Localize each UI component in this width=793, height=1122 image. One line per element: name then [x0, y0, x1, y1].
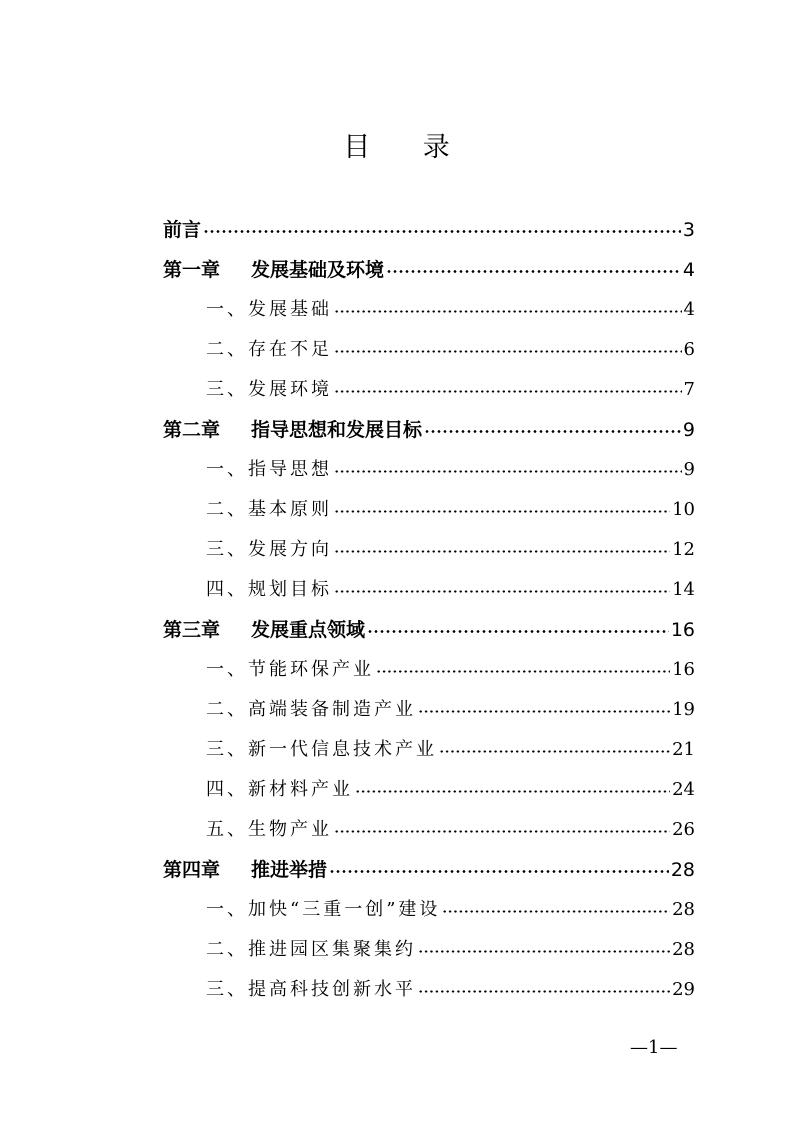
toc-entry[interactable]: [206, 575, 695, 605]
toc-entry-page: 26: [672, 819, 695, 840]
toc-entry[interactable]: [206, 775, 695, 805]
dot-leader: [439, 745, 670, 755]
dot-leader: [386, 265, 681, 275]
toc-entry-title: 发展重点领域: [251, 619, 366, 641]
toc-entry-title: 推进举措: [251, 859, 328, 881]
toc-entry-title: 三、新一代信息技术产业: [206, 739, 437, 760]
dot-leader: [418, 945, 670, 955]
toc-entry-title: 二、基本原则: [206, 499, 332, 520]
toc-entry-page: 3: [682, 219, 695, 241]
toc-entry-page: 9: [683, 459, 695, 480]
toc-entry-title: 三、提高科技创新水平: [206, 979, 416, 1000]
dot-leader: [334, 465, 682, 475]
page-title: 目 录: [343, 132, 472, 163]
dot-leader: [334, 345, 682, 355]
toc-entry-page: 28: [672, 899, 695, 920]
toc-entry[interactable]: [206, 375, 695, 405]
toc-entry-title: 指导思想和发展目标: [251, 419, 423, 441]
toc-chapter-number: 第二章: [163, 419, 221, 441]
toc-entry-title: 一、加快“三重一创”建设: [206, 899, 441, 920]
toc-entry[interactable]: [206, 975, 695, 1005]
toc-entry-title: 前言: [163, 219, 202, 241]
toc-entry-title: 发展基础及环境: [251, 259, 385, 281]
dot-leader: [203, 225, 681, 235]
dot-leader: [334, 825, 670, 835]
toc-entry-title: 四、新材料产业: [206, 779, 353, 800]
toc-entry-page: 24: [672, 779, 695, 800]
toc-chapter-number: 第四章: [163, 859, 221, 881]
toc-entry[interactable]: [206, 935, 695, 965]
page-number: —1—: [630, 1037, 678, 1058]
toc-entry-page: 14: [672, 579, 695, 600]
toc-entry-title: 四、规划目标: [206, 579, 332, 600]
dot-leader: [418, 985, 670, 995]
toc-entry-page: 6: [683, 339, 695, 360]
toc-entry[interactable]: [206, 495, 695, 525]
toc-entry[interactable]: [163, 255, 695, 285]
toc-entry-title: 二、推进园区集聚集约: [206, 939, 416, 960]
toc-entry-page: 28: [670, 859, 695, 881]
toc-entry[interactable]: [206, 455, 695, 485]
toc-entry-title: 一、节能环保产业: [206, 659, 374, 680]
toc-entry[interactable]: [206, 335, 695, 365]
toc-entry[interactable]: [163, 855, 695, 885]
toc-entry[interactable]: [206, 815, 695, 845]
dot-leader: [424, 425, 681, 435]
toc-chapter-number: 第一章: [163, 259, 221, 281]
toc-entry[interactable]: [206, 295, 695, 325]
toc-entry[interactable]: [163, 415, 695, 445]
toc-entry-title: 三、发展环境: [206, 379, 332, 400]
dot-leader: [355, 785, 670, 795]
dot-leader: [334, 545, 670, 555]
dot-leader: [442, 905, 670, 915]
toc-entry-page: 21: [672, 739, 695, 760]
toc-entry[interactable]: [206, 735, 695, 765]
toc-entry-title: 三、发展方向: [206, 539, 332, 560]
toc-entry-title: 二、高端装备制造产业: [206, 699, 416, 720]
toc-entry-page: 16: [670, 619, 695, 641]
dot-leader: [418, 705, 670, 715]
toc-entry-page: 12: [672, 539, 695, 560]
toc-entry-page: 29: [672, 979, 695, 1000]
dot-leader: [334, 385, 682, 395]
dot-leader: [334, 505, 670, 515]
toc-entry-page: 16: [672, 659, 695, 680]
toc-entry-page: 7: [683, 379, 695, 400]
dot-leader: [329, 865, 669, 875]
dot-leader: [367, 625, 669, 635]
toc-entry-page: 10: [672, 499, 695, 520]
dot-leader: [334, 305, 682, 315]
toc-entry[interactable]: [206, 535, 695, 565]
toc-entry-title: 一、发展基础: [206, 299, 332, 320]
toc-entry[interactable]: [206, 895, 695, 925]
toc-entry-title: 五、生物产业: [206, 819, 332, 840]
toc-entry-page: 9: [682, 419, 695, 441]
toc-entry[interactable]: [163, 615, 695, 645]
toc-chapter-number: 第三章: [163, 619, 221, 641]
toc-entry[interactable]: [163, 215, 695, 245]
toc-entry-title: 二、存在不足: [206, 339, 332, 360]
toc-entry-page: 4: [682, 259, 695, 281]
toc-entry-page: 4: [683, 299, 695, 320]
toc-entry[interactable]: [206, 655, 695, 685]
toc-entry-title: 一、指导思想: [206, 459, 332, 480]
toc-entry-page: 19: [672, 699, 695, 720]
toc-entry-page: 28: [672, 939, 695, 960]
dot-leader: [376, 665, 670, 675]
toc-entry[interactable]: [206, 695, 695, 725]
dot-leader: [334, 585, 670, 595]
